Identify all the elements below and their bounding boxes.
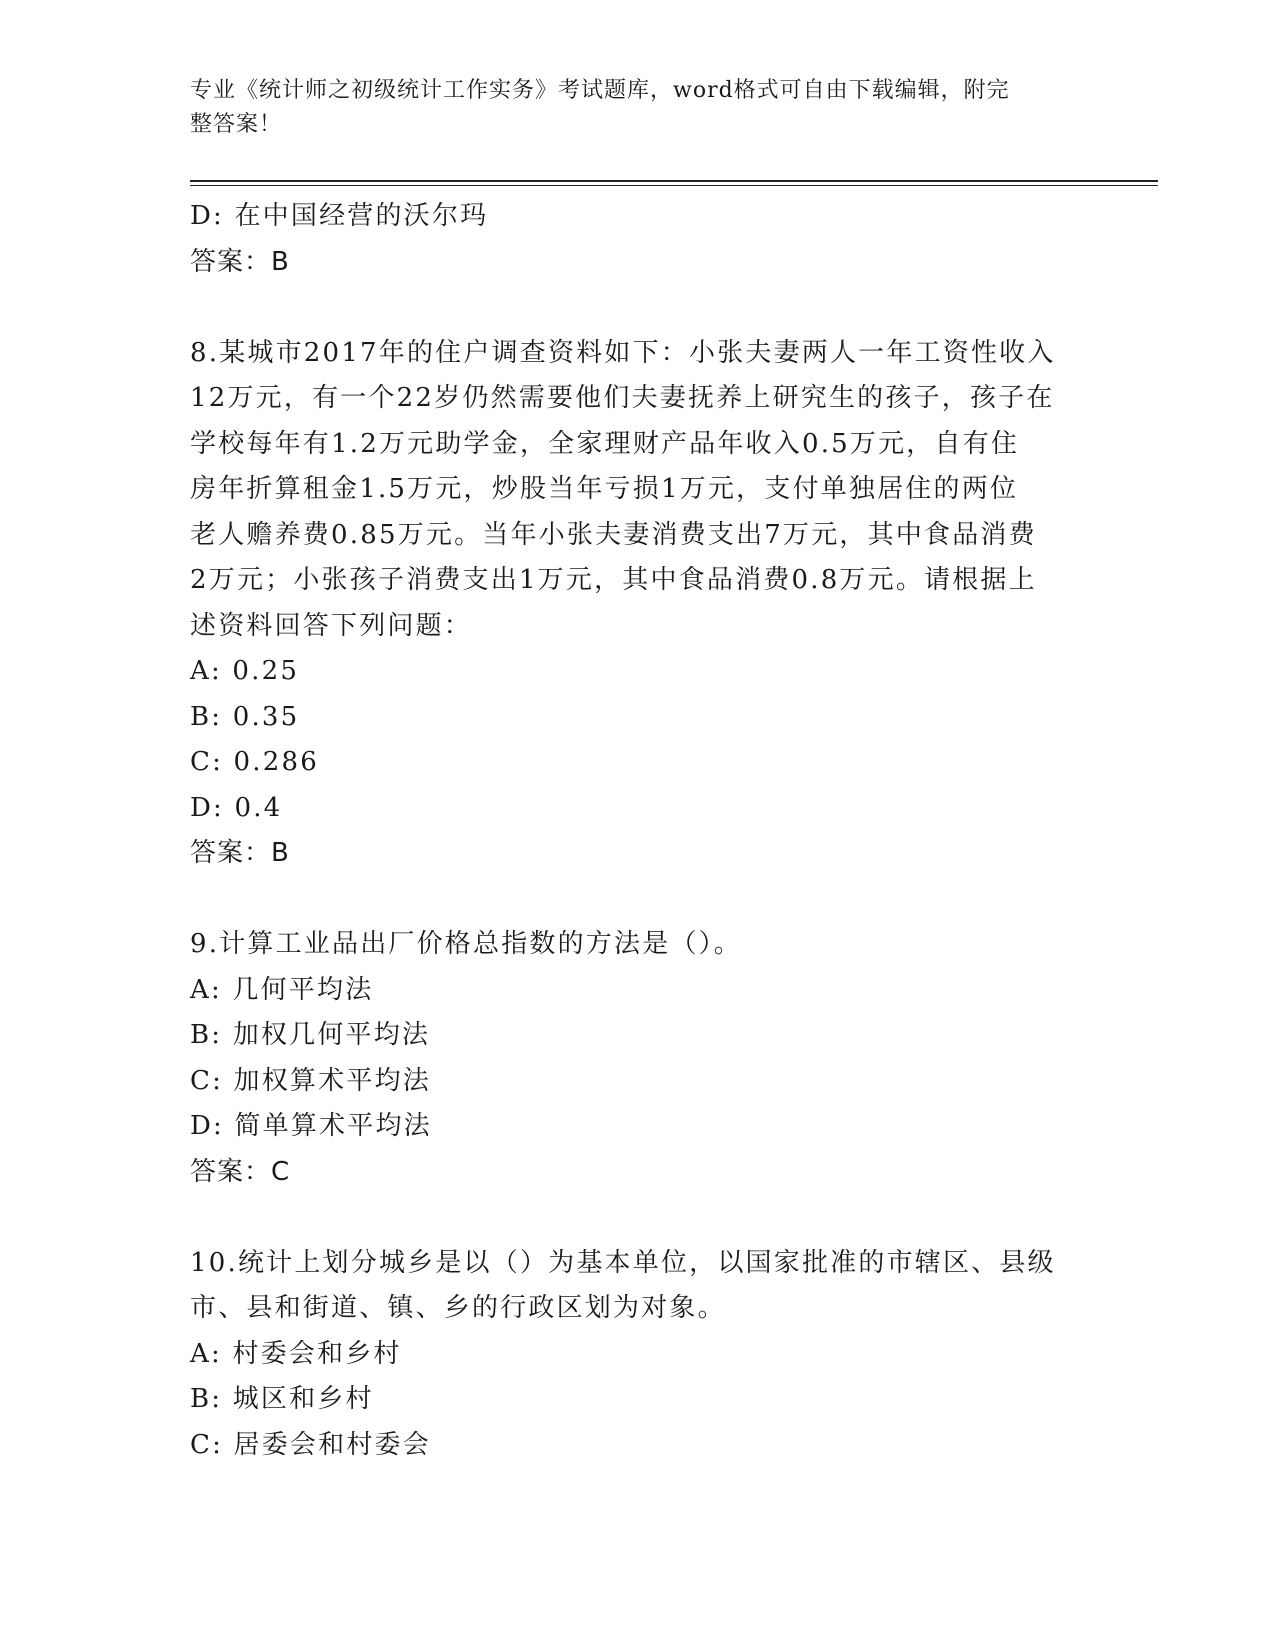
question-8-text-line: 12万元，有一个22岁仍然需要他们夫妻抚养上研究生的孩子，孩子在	[190, 383, 1055, 413]
question-8-text-line: 老人赡养费0.85万元。当年小张夫妻消费支出7万元，其中食品消费	[190, 519, 1037, 550]
header-divider-thick	[190, 180, 1158, 182]
document-header	[190, 74, 1090, 142]
question-content	[190, 194, 1090, 1468]
question-9	[190, 922, 1090, 1195]
question-10-option-a: A: 村委会和乡村	[190, 1338, 402, 1369]
question-8-option-d: D: 0.4	[190, 792, 283, 823]
question-8-option-c: C: 0.286	[190, 747, 319, 777]
spacer	[190, 1195, 1090, 1241]
question-10	[190, 1241, 1090, 1469]
question-9-option-c: C: 加权算术平均法	[190, 1065, 431, 1096]
question-9-option-b: B: 加权几何平均法	[190, 1020, 431, 1050]
question-8-text-line: 房年折算租金1.5万元，炒股当年亏损1万元，支付单独居住的两位	[190, 474, 1019, 504]
spacer	[190, 877, 1090, 923]
header-divider-thin	[190, 185, 1158, 186]
question-9-text: 9.计算工业品出厂价格总指数的方法是（）。	[190, 929, 743, 959]
question-9-option-a: A: 几何平均法	[190, 974, 374, 1005]
prev-answer: 答案：B	[190, 246, 290, 277]
spacer	[190, 285, 1090, 331]
question-8-option-a: A: 0.25	[190, 656, 300, 686]
question-9-option-d: D: 简单算术平均法	[190, 1111, 432, 1141]
question-10-option-c: C: 居委会和村委会	[190, 1429, 431, 1460]
prev-option-d: D: 在中国经营的沃尔玛	[190, 201, 489, 231]
question-8-text-line: 述资料回答下列问题：	[190, 610, 473, 641]
question-8-option-b: B: 0.35	[190, 701, 300, 732]
question-8-answer: 答案：B	[190, 838, 290, 868]
question-8	[190, 331, 1090, 877]
question-8-text-line: 2万元；小张孩子消费支出1万元，其中食品消费0.8万元。请根据上	[190, 565, 1037, 595]
header-line-1: 专业《统计师之初级统计工作实务》考试题库，word格式可自由下载编辑，附完	[190, 78, 1010, 103]
question-8-text-line: 学校每年有1.2万元助学金，全家理财产品年收入0.5万元，自有住	[190, 428, 1020, 459]
header-line-2: 整答案！	[190, 112, 283, 137]
question-8-text-line: 8.某城市2017年的住户调查资料如下：小张夫妻两人一年工资性收入	[190, 337, 1056, 368]
question-9-answer: 答案：C	[190, 1156, 291, 1187]
question-10-text-line: 市、县和街道、镇、乡的行政区划为对象。	[190, 1293, 726, 1323]
question-10-text-line: 10.统计上划分城乡是以（）为基本单位，以国家批准的市辖区、县级	[190, 1247, 1056, 1278]
question-10-option-b: B: 城区和乡村	[190, 1384, 374, 1414]
